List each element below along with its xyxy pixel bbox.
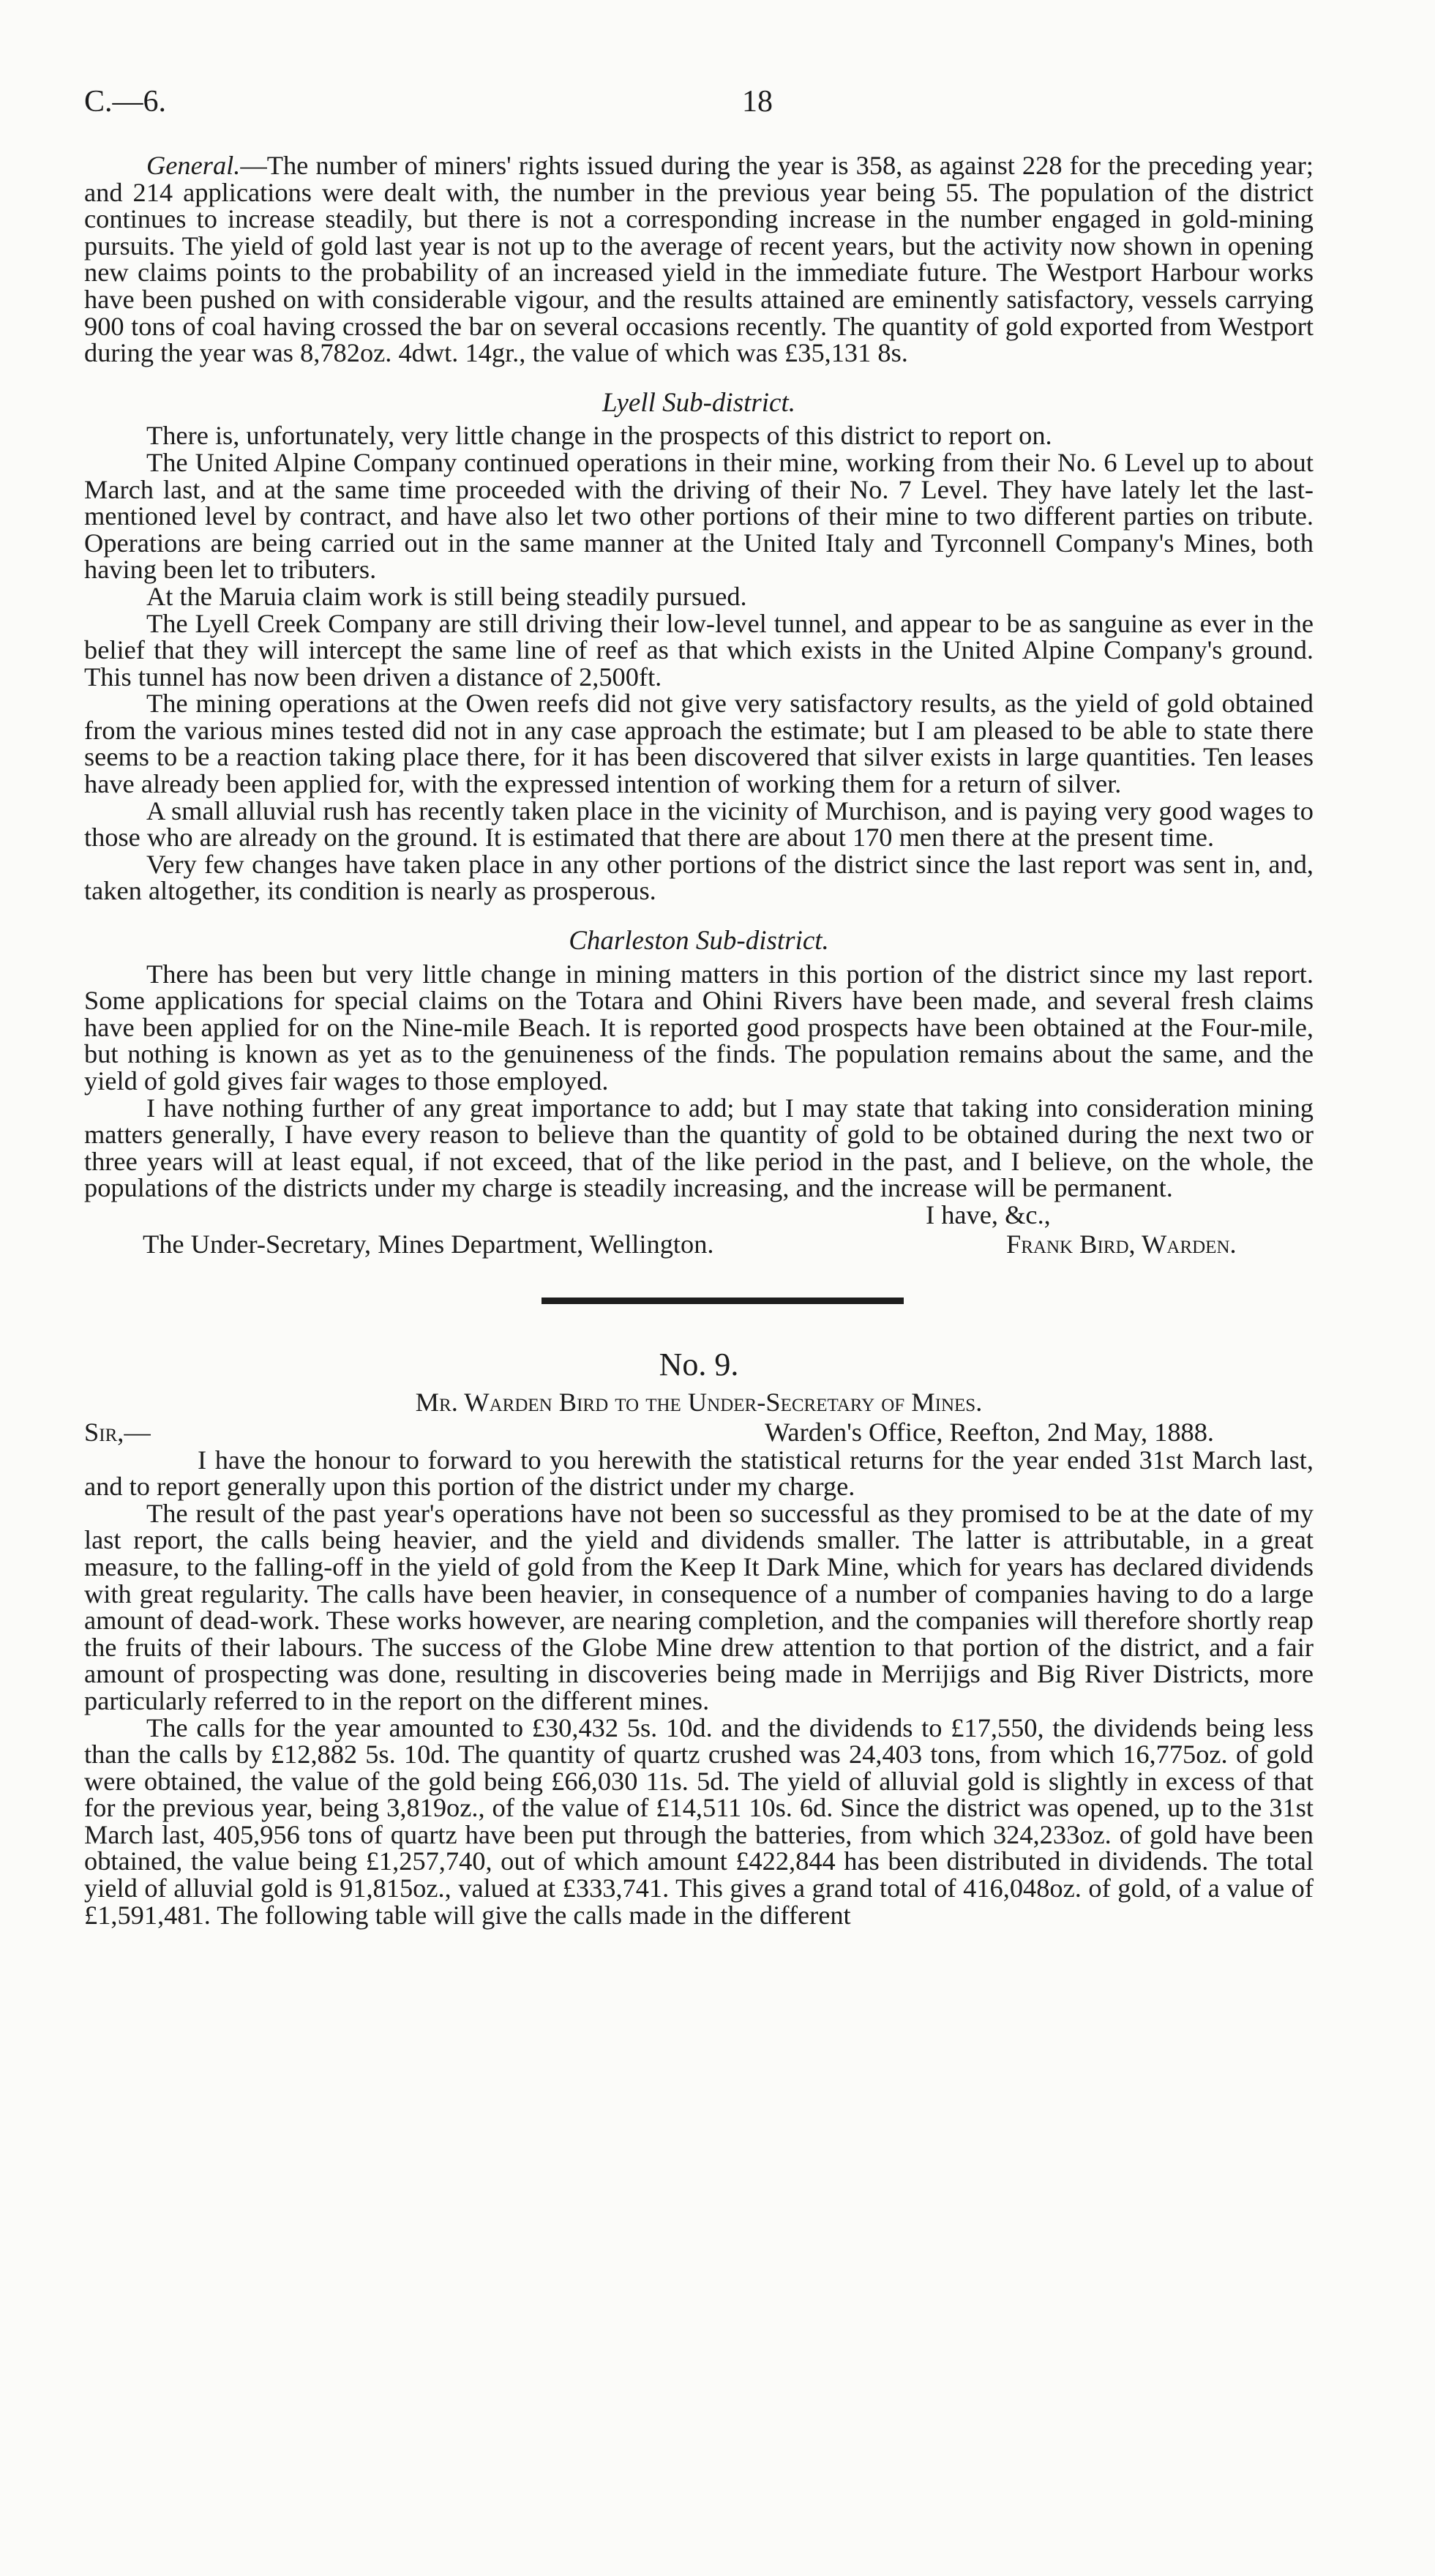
section-divider-wrap [84,1263,1314,1348]
page-header [84,84,1314,128]
charleston-paragraph: I have nothing further of any great importance to add; but I may state that taking into consideration mining matters generally, I have every reason to believe than the quantity of gold to be obtained during the next two or three years will at least equal, if not exceed, that of the like period in the past, and I believe, on the whole, the populations of the districts under my charge is steadily increasing, and the increase will be permanent. [84,1093,1314,1203]
general-lead: General. [146,151,241,180]
letter-paragraph: I have the honour to forward to you herewith the statistical returns for the year ended 31st March last, and to report generally upon this portion of the district under my charge. [84,1445,1314,1502]
lyell-paragraph: There is, unfortunately, very little change in the prospects of this district to report on. [146,421,1052,451]
closing-line [84,1231,1314,1263]
letter-paragraph: The result of the past year's operations have not been so successful as they promised to be at the date of my last report, the calls being heavier, and the yield and dividends smaller. The latter is attributable, in a great measure, to the falling-off in the yield of gold from the Keep It Dark Mine, which for years has declared dividends with great regularity. The calls have been heavier, in consequence of a number of companies having to do a large amount of dead-work. These works however, are nearing completion, and the companies will therefore shortly reap the fruits of their labours. The success of the Globe Mine drew attention to that portion of the district, and a fair amount of prospecting was done, resulting in discoveries being made in Merrijigs and Big River Districts, more particularly referred to in the report on the different mines. [84,1498,1314,1715]
section-divider [542,1298,904,1304]
i-have-text: I have, &c., [926,1199,1051,1229]
charleston-heading: Charleston Sub-district. [569,926,829,956]
lyell-heading: Lyell Sub-district. [602,387,796,418]
general-paragraph [84,152,1314,367]
salutation-line [84,1419,1314,1447]
page-number: 18 [742,85,773,119]
lyell-paragraph: The Lyell Creek Company are still driving their low-level tunnel, and appear to be as sanguine as ever in the belief that they will intercept the same line of reef as that which exists in the United Alpine Company's ground. This tunnel has now been driven a distance of 2,500ft. [84,608,1314,692]
lyell-paragraph: A small alluvial rush has recently taken place in the vicinity of Murchison, and is paying very good wages to those who are already on the ground. It is estimated that there are about 170 men there at the present time. [84,795,1314,853]
salutation: Sir,— [84,1417,151,1447]
lyell-paragraph: The mining operations at the Owen reefs did not give very satisfactory results, as the yield of gold obtained from the various mines tested did not in any case approach the estimate; but I am pleased to be able to state there seems to be a reaction taking place there, for it has been discovered that silver exists in large quantities. Ten leases have already been applied for, with the expressed intention of working them for a return of silver. [84,689,1314,799]
charleston-paragraph: There has been but very little change in mining matters in this portion of the district since my last report. Some applications for special claims on the Totara and Ohini Rivers have been made, and several fresh claims have been applied for on the Nine-mile Beach. It is reported good prospects have been obtained at the Four-mile, but nothing is known as yet as to the genuineness of the finds. The population remains about the same, and the yield of gold gives fair wages to those employed. [84,959,1314,1096]
document-reference: C.—6. [84,85,167,119]
letter-number: No. 9. [659,1346,739,1382]
letter-paragraph: The calls for the year amounted to £30,432 5s. 10d. and the dividends to £17,550, the dividends being less than the calls by £12,882 5s. 10d. The quantity of quartz crushed was 24,403 tons, from which 16,775oz. of gold were obtained, the value of the gold being £66,030 11s. 5d. The yield of alluvial gold is slightly in excess of that for the previous year, being 3,819oz., of the value of £14,511 10s. 6d. Since the district was opened, up to the 31st March last, 405,956 tons of quartz have been put through the batteries, from which 324,233oz. of gold have been obtained, the value being £1,257,740, out of which amount £422,844 has been distributed in dividends. The total yield of alluvial gold is 91,815oz., valued at £333,741. This gives a grand total of 416,048oz. of gold, of a value of £1,591,481. The following table will give the calls made in the different [84,1712,1314,1930]
lyell-paragraph: Very few changes have taken place in any other portions of the district since the last report was sent in, and, taken altogether, its condition is nearly as prosperous. [84,849,1314,906]
signer-name: Frank Bird, Warden. [1006,1229,1237,1259]
letter-from-to: Mr. Warden Bird to the Under-Secretary of Mines. [415,1387,983,1417]
general-text: —The number of miners' rights issued during the year is 358, as against 228 for the preceding year; and 214 applications were dealt with, the number in the previous year being 55. The population of the district continues to increase steadily, but there is not a corresponding increase in the number engaged in gold-mining pursuits. The yield of gold last year is not up to the average of recent years, but the activity now shown in opening new claims points to the probability of an increased yield in the immediate future. The Westport Harbour works have been pushed on with considerable vigour, and the results attained are eminently satisfactory, vessels carrying 900 tons of coal having crossed the bar on several occasions recently. The quantity of gold exported from Westport during the year was 8,782oz. 4dwt. 14gr., the value of which was £35,131 8s. [84,151,1314,368]
addressee: The Under-Secretary, Mines Department, Wellington. [143,1229,714,1259]
office-dateline: Warden's Office, Reefton, 2nd May, 1888. [765,1417,1215,1447]
lyell-paragraph: The United Alpine Company continued operations in their mine, working from their No. 6 Level up to about March last, and at the same time proceeded with the driving of their No. 7 Level. They have lately let the last-mentioned level by contract, and have also let two other portions of their mine to two different parties on tribute. Operations are being carried out in the same manner at the United Italy and Tyrconnell Company's Mines, both having been let to tributers. [84,447,1314,585]
page-body [84,152,1314,1928]
lyell-paragraph: At the Maruia claim work is still being steadily pursued. [146,581,747,611]
signoff-line [84,1199,1314,1229]
